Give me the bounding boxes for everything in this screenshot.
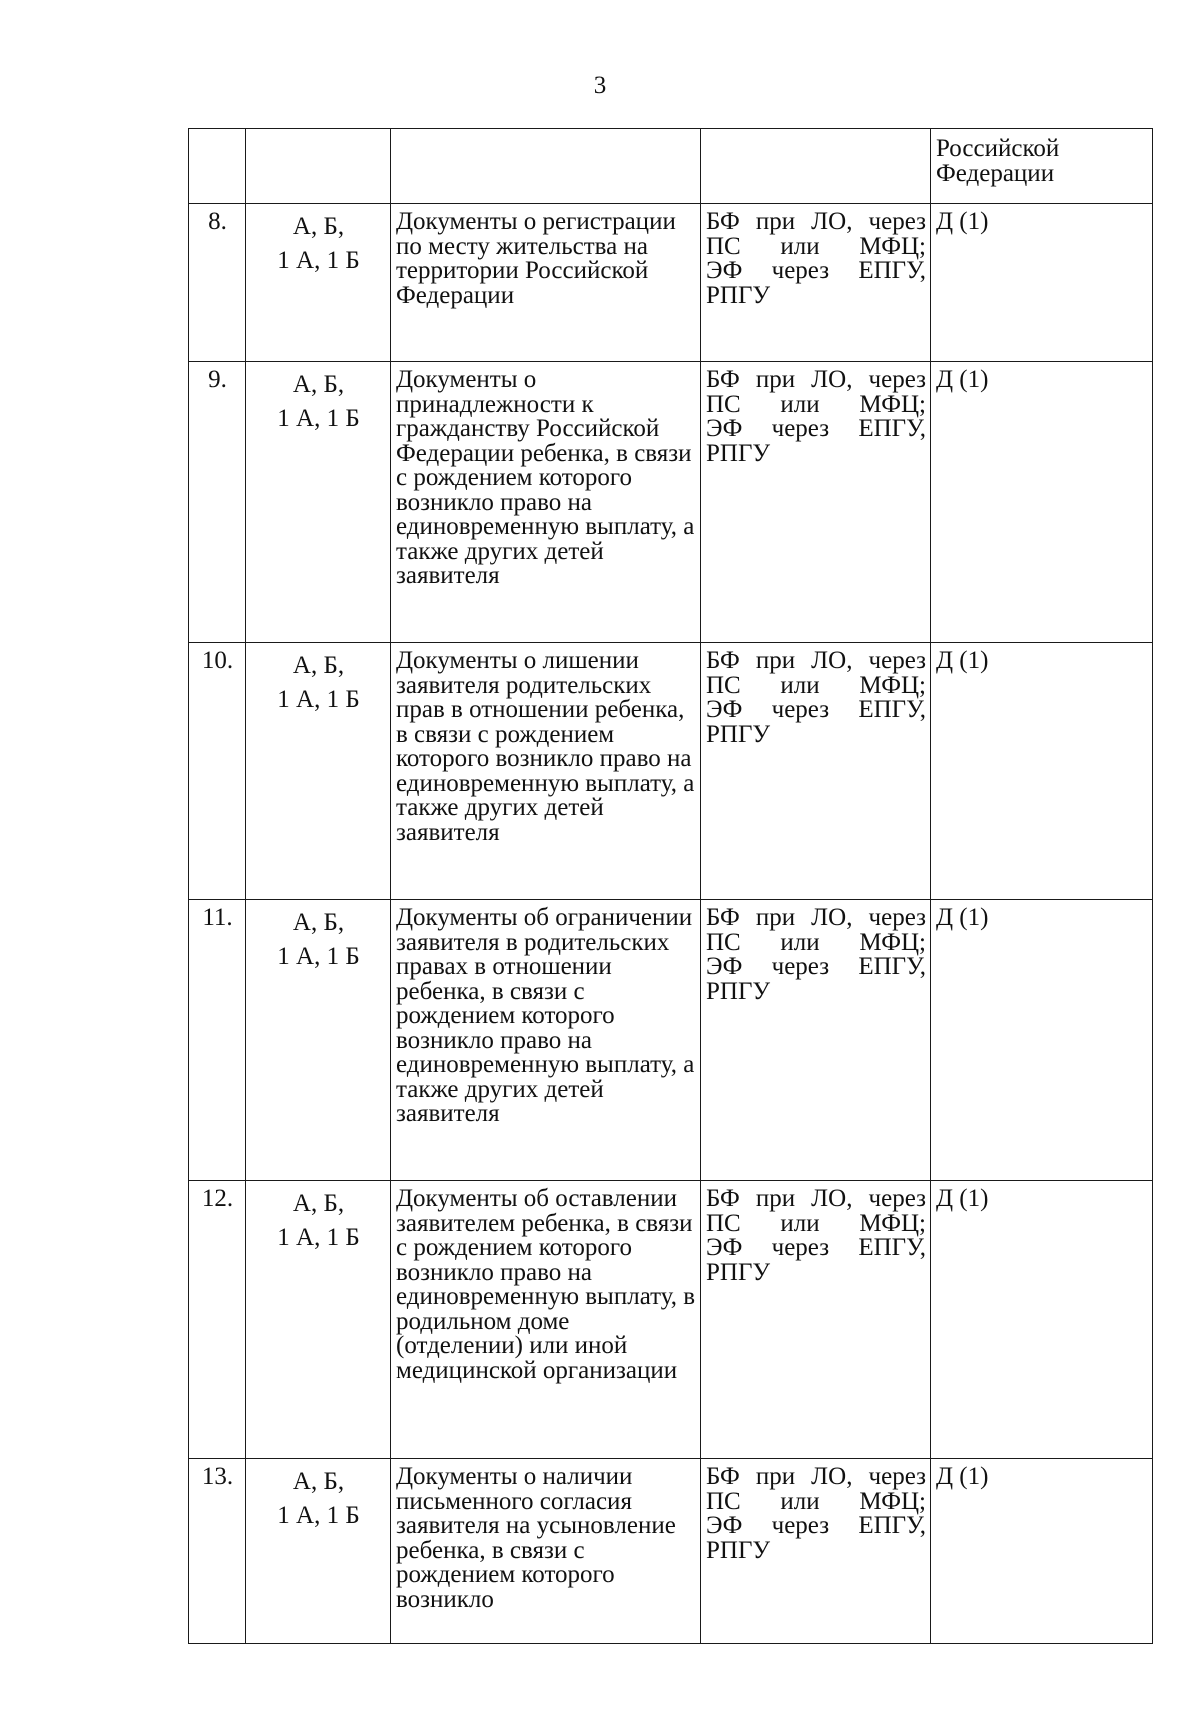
row-submission-way (701, 204, 931, 362)
row-code: Д (1) (931, 204, 1153, 362)
row-submission-way (701, 362, 931, 643)
way-line: ЭФ через ЕПГУ, (706, 953, 926, 980)
row-number: 11. (189, 900, 246, 1181)
way-line: ПС или МФЦ; (706, 232, 926, 260)
way-line: БФ при ЛО, через (706, 1185, 926, 1212)
way-line: ЭФ через ЕПГУ, (706, 257, 926, 284)
way-line: ЭФ через ЕПГУ, (706, 696, 926, 723)
cell-document (391, 129, 701, 204)
documents-table (188, 128, 1153, 1644)
row-code: Д (1) (931, 1181, 1153, 1459)
way-line: ЭФ через ЕПГУ, (706, 1234, 926, 1261)
row-submission-way (701, 1459, 931, 1644)
row-document: Документы о наличии письменного согласия заявителя на усыновление ребенка, в связи с рождением которого возникло (391, 1459, 701, 1644)
row-category (246, 1181, 391, 1459)
row-number: 10. (189, 643, 246, 900)
row-code: Д (1) (931, 362, 1153, 643)
category-line: А, Б, (292, 371, 345, 398)
table-row (189, 1181, 1153, 1459)
way-line: РПГУ (706, 1536, 771, 1564)
way-line: ЭФ через ЕПГУ, (706, 415, 926, 442)
row-number: 9. (189, 362, 246, 643)
category-line: А, Б, (292, 652, 345, 679)
category-line: 1 А, 1 Б (277, 943, 360, 970)
table-row (189, 900, 1153, 1181)
row-document: Документы об ограничении заявителя в родительских правах в отношении ребенка, в связи с рождением которого возникло право на единовременную выплату, а также других детей заявителя (391, 900, 701, 1181)
cell-category (246, 129, 391, 204)
row-submission-way (701, 900, 931, 1181)
row-submission-way (701, 1181, 931, 1459)
row-number: 8. (189, 204, 246, 362)
row-document: Документы о лишении заявителя родительских прав в отношении ребенка, в связи с рождением которого возникло право на единовременную выплату, а также других детей заявителя (391, 643, 701, 900)
way-line: БФ при ЛО, через (706, 208, 926, 235)
way-line: РПГУ (706, 439, 771, 467)
row-number: 12. (189, 1181, 246, 1459)
table-row (189, 1459, 1153, 1644)
row-code: Д (1) (931, 1459, 1153, 1644)
way-line: ПС или МФЦ; (706, 1487, 926, 1515)
row-document: Документы о регистрации по месту жительства на территории Российской Федерации (391, 204, 701, 362)
row-number: 13. (189, 1459, 246, 1644)
category-line: 1 А, 1 Б (277, 1224, 360, 1251)
table-row (189, 204, 1153, 362)
row-document: Документы о принадлежности к гражданству Российской Федерации ребенка, в связи с рождением которого возникло право на единовременную выплату, а также других детей заявителя (391, 362, 701, 643)
table-row-continuation (189, 129, 1153, 204)
category-line: А, Б, (292, 1190, 345, 1217)
way-line: БФ при ЛО, через (706, 904, 926, 931)
way-line: БФ при ЛО, через (706, 1463, 926, 1490)
way-line: ПС или МФЦ; (706, 390, 926, 418)
row-code: Д (1) (931, 900, 1153, 1181)
way-line: РПГУ (706, 720, 771, 748)
way-line: ПС или МФЦ; (706, 928, 926, 956)
way-line: РПГУ (706, 281, 771, 309)
category-line: А, Б, (292, 213, 345, 240)
way-line: БФ при ЛО, через (706, 647, 926, 674)
category-line: А, Б, (292, 1468, 345, 1495)
category-line: 1 А, 1 Б (277, 1502, 360, 1529)
way-line: РПГУ (706, 1258, 771, 1286)
row-category (246, 1459, 391, 1644)
category-line: 1 А, 1 Б (277, 405, 360, 432)
category-line: А, Б, (292, 909, 345, 936)
row-category (246, 204, 391, 362)
category-line: 1 А, 1 Б (277, 247, 360, 274)
table-row (189, 362, 1153, 643)
row-category (246, 362, 391, 643)
cell-num (189, 129, 246, 204)
way-line: ПС или МФЦ; (706, 671, 926, 699)
way-line: БФ при ЛО, через (706, 366, 926, 393)
way-line: ПС или МФЦ; (706, 1209, 926, 1237)
way-line: ЭФ через ЕПГУ, (706, 1512, 926, 1539)
page-number: 3 (593, 72, 607, 99)
table-row (189, 643, 1153, 900)
row-document: Документы об оставлении заявителем ребенка, в связи с рождением которого возникло право на единовременную выплату, в родильном доме (отделении) или иной медицинской организации (391, 1181, 701, 1459)
cell-way (701, 129, 931, 204)
row-category (246, 643, 391, 900)
row-code: Д (1) (931, 643, 1153, 900)
category-line: 1 А, 1 Б (277, 686, 360, 713)
row-submission-way (701, 643, 931, 900)
way-line: РПГУ (706, 977, 771, 1005)
cell-code: Российской Федерации (931, 129, 1153, 204)
row-category (246, 900, 391, 1181)
